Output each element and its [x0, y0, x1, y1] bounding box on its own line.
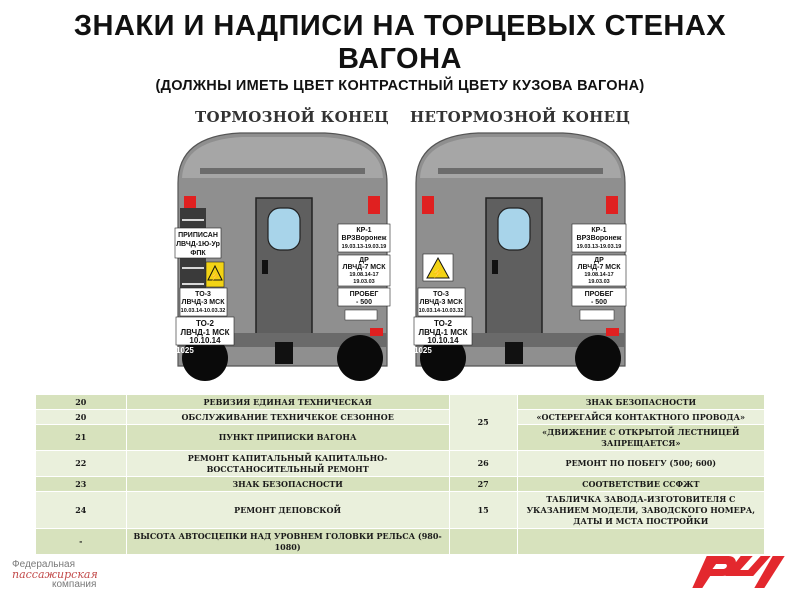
door-window: [268, 208, 300, 250]
table-row: [36, 395, 765, 410]
company-line-3: компания: [52, 579, 97, 590]
title-line-1: ЗНАКИ И НАДПИСИ НА ТОРЦЕВЫХ СТЕНАХ: [73, 10, 727, 42]
door-window: [498, 208, 530, 250]
plate-probeg-l2: - 500: [356, 299, 372, 306]
legend-number: 23: [36, 477, 127, 492]
legend-description: ЗНАК БЕЗОПАСНОСТИ: [517, 395, 764, 410]
plate-kr1-l2: ВРЗВоронеж: [576, 235, 622, 242]
legend-description: СООТВЕТСТВИЕ ССФЖТ: [517, 477, 764, 492]
legend-description: ПУНКТ ПРИПИСКИ ВАГОНА: [126, 425, 449, 451]
plate-to2-l2: ЛВЧД-1 МСК: [180, 328, 230, 337]
table-row: [36, 529, 765, 555]
table-row: [36, 451, 765, 477]
plate-kr1-l1: КР-1: [356, 227, 372, 234]
buffer-lamp-right: [368, 196, 380, 214]
company-line-1: Федеральная: [12, 559, 76, 570]
buffer-lamp-left: [422, 196, 434, 214]
legend-number: -: [36, 529, 127, 555]
plate-to2-l3: 10.10.14: [189, 336, 221, 345]
plate-to3-l2: ЛВЧД-3 МСК: [181, 299, 225, 306]
plate-dr-l1: ДР: [359, 257, 369, 264]
rzd-logo-icon: [692, 552, 786, 592]
legend-number: 22: [36, 451, 127, 477]
legend-description: РЕМОНТ ПО ПОБЕГУ (500; 600): [517, 451, 764, 477]
legend-description: ТАБЛИЧКА ЗАВОДА-ИЗГОТОВИТЕЛЯ С УКАЗАНИЕМ МОДЕЛИ, ЗАВОДСКОГО НОМЕРА, ДАТЫ И МСТА ПОСТРОЙКИ: [517, 492, 764, 529]
lightning-icon: ⚡: [210, 272, 220, 281]
tail-lamp: [370, 328, 383, 336]
plate-kr1-l1: КР-1: [591, 227, 607, 234]
legend-number: 26: [449, 451, 517, 477]
plate-probeg-l1: ПРОБЕГ: [584, 291, 614, 298]
plate-pripisan-l2: ЛВЧД-1Ю-Ур: [176, 241, 220, 248]
legend-number: 20: [36, 395, 127, 410]
legend-description: ЗНАК БЕЗОПАСНОСТИ: [126, 477, 449, 492]
plate-dr-l2: ЛВЧД-7 МСК: [342, 264, 386, 271]
title-line-2: ВАГОНА: [338, 43, 462, 75]
table-row: [36, 477, 765, 492]
coupler: [275, 342, 293, 364]
non-brake-end-label: НЕТОРМОЗНОЙ КОНЕЦ: [410, 108, 631, 126]
legend-description: «ДВИЖЕНИЕ С ОТКРЫТОЙ ЛЕСТНИЦЕЙ ЗАПРЕЩАЕТСЯ»: [517, 425, 764, 451]
legend-empty-cell: [517, 529, 764, 555]
table-row: [36, 425, 765, 451]
legend-description: ОБСЛУЖИВАНИЕ ТЕХНИЧЕКОЕ СЕЗОННОЕ: [126, 410, 449, 425]
company-wordmark: [12, 560, 98, 590]
wagon-non-brake-end: [408, 128, 633, 383]
legend-number: 25: [449, 395, 517, 451]
slide-subtitle: (ДОЛЖНЫ ИМЕТЬ ЦВЕТ КОНТРАСТНЫЙ ЦВЕТУ КУЗОВА ВАГОНА): [155, 78, 645, 94]
legend-description: «ОСТЕРЕГАЙСЯ КОНТАКТНОГО ПРОВОДА»: [517, 410, 764, 425]
brake-end-label: ТОРМОЗНОЙ КОНЕЦ: [195, 108, 389, 126]
plate-dr-l4: 19.03.03: [588, 279, 610, 285]
small-plate: [345, 310, 377, 320]
wagon-number: 1025: [414, 346, 432, 355]
plate-probeg-l2: - 500: [591, 299, 607, 306]
company-line-2: пассажирская: [12, 568, 98, 581]
legend-description: ВЫСОТА АВТОСЦЕПКИ НАД УРОВНЕМ ГОЛОВКИ РЕЛЬСА (980-1080): [126, 529, 449, 555]
plate-dr-l4: 19.03.03: [353, 279, 375, 285]
plate-to3-l3: 10.03.14-10.03.32: [180, 308, 226, 314]
plate-dr-l1: ДР: [594, 257, 604, 264]
legend-description: РЕМОНТ КАПИТАЛЬНЫЙ КАПИТАЛЬНО-ВОССТАНОСИТЕЛЬНЫЙ РЕМОНТ: [126, 451, 449, 477]
roof-rail: [200, 168, 365, 174]
plate-dr-l3: 19.08.14-17: [584, 272, 614, 278]
tail-lamp: [606, 328, 619, 336]
plate-dr-l3: 19.08.14-17: [349, 272, 379, 278]
legend-number: 20: [36, 410, 127, 425]
plate-pripisan-l3: ФПК: [190, 250, 206, 257]
buffer-lamp-right: [606, 196, 618, 214]
wheel-right: [337, 335, 383, 381]
slide-title: [0, 10, 800, 76]
plate-to3-l3: 10.03.14-10.03.32: [418, 308, 464, 314]
plate-dr-l2: ЛВЧД-7 МСК: [577, 264, 621, 271]
roof-rail: [438, 168, 603, 174]
legend-number: 27: [449, 477, 517, 492]
wheel-right: [575, 335, 621, 381]
plate-to2-l3: 10.10.14: [427, 336, 459, 345]
plate-to2-l2: ЛВЧД-1 МСК: [418, 328, 468, 337]
plate-kr1-l2: ВРЗВоронеж: [341, 235, 387, 242]
door-handle: [262, 260, 268, 274]
legend-empty-cell: [449, 529, 517, 555]
lightning-icon: ⚡: [431, 268, 445, 279]
plate-kr1-l3: 19.03.13-19.03.19: [341, 244, 387, 250]
plate-to3-l2: ЛВЧД-3 МСК: [419, 299, 463, 306]
plate-to3-l1: ТО-3: [195, 291, 211, 298]
plate-to3-l1: ТО-3: [433, 291, 449, 298]
legend-number: 21: [36, 425, 127, 451]
table-row: [36, 492, 765, 529]
plate-kr1-l3: 19.03.13-19.03.19: [576, 244, 622, 250]
door-handle: [492, 260, 498, 274]
coupler: [505, 342, 523, 364]
legend-description: РЕВИЗИЯ ЕДИНАЯ ТЕХНИЧЕСКАЯ: [126, 395, 449, 410]
plate-to2-l1: ТО-2: [433, 319, 453, 328]
plate-to2-l1: ТО-2: [195, 319, 215, 328]
legend-table: [35, 394, 765, 555]
legend-number: 15: [449, 492, 517, 529]
legend-description: РЕМОНТ ДЕПОВСКОЙ: [126, 492, 449, 529]
plate-pripisan-l1: ПРИПИСАН: [178, 232, 218, 239]
wagon-brake-end: [170, 128, 395, 383]
wagon-number: 1025: [176, 346, 194, 355]
table-row: [36, 410, 765, 425]
legend-number: 24: [36, 492, 127, 529]
plate-probeg-l1: ПРОБЕГ: [349, 291, 379, 298]
small-plate: [580, 310, 614, 320]
